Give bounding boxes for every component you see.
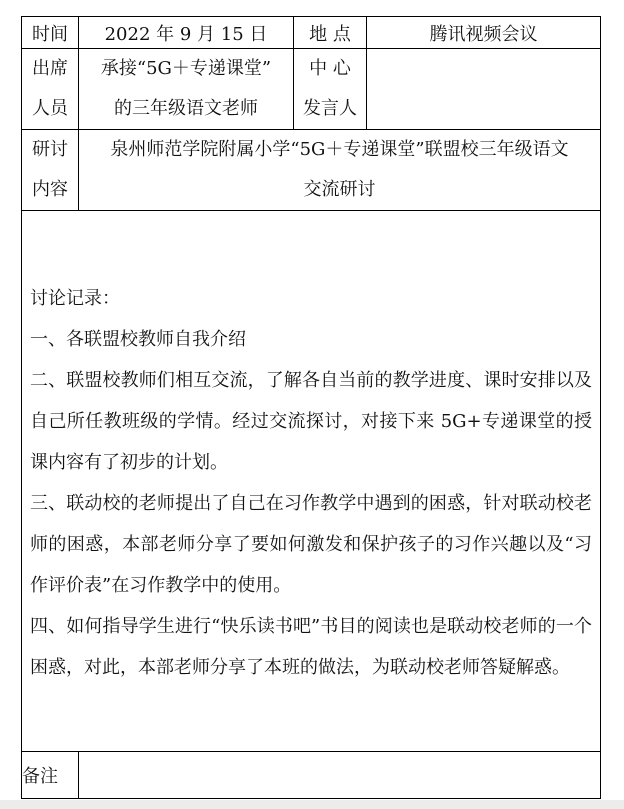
time-label: 时间 [22,17,79,49]
table-row-attendees [22,49,601,130]
attendees-label-line-2: 人员 [32,98,68,119]
discussion-record [22,274,600,688]
attendees-label [22,49,79,130]
attendees-label-line-1: 出席 [32,58,68,79]
speaker-label-line-1: 中 心 [309,58,351,79]
table-row-remarks [22,752,601,799]
meeting-record-table [21,16,601,799]
table-row-topic [22,130,601,211]
attendees-line-2: 的三年级语文老师 [114,98,258,119]
discussion-item-4: 四、如何指导学生进行“快乐读书吧”书目的阅读也是联动校老师的一个困惑，对此，本部老师分享了本班的做法，为联动校老师答疑解惑。 [30,616,592,678]
content-label-line-2: 内容 [32,179,68,200]
meeting-date: 2022 年 9 月 15 日 [79,17,294,49]
attendees-line-1: 承接“5G＋专递课堂” [100,58,272,79]
remark-value [79,752,601,799]
content-label [22,130,79,211]
discussion-cell [22,211,601,752]
speaker-label-line-2: 发言人 [303,98,357,119]
discussion-item-2: 二、联盟校教师们相互交流，了解各自当前的教学进度、课时安排以及自己所任教班级的学情。经过交流探讨，对接下来 5G+专递课堂的授课内容有了初步的计划。 [30,370,592,473]
discussion-item-1: 一、各联盟校教师自我介绍 [30,329,246,350]
table-row-time-location [22,17,601,49]
remark-label: 备注 [22,752,79,799]
discussion-heading: 讨论记录： [30,288,120,309]
topic-line-1: 泉州师范学院附属小学“5G＋专递课堂”联盟校三年级语文 [110,139,569,160]
page-bottom-gap [0,800,624,809]
topic-line-2: 交流研讨 [303,179,376,200]
meeting-location: 腾讯视频会议 [367,17,601,49]
location-label: 地 点 [294,17,367,49]
content-label-line-1: 研讨 [32,139,68,160]
table-row-discussion [22,211,601,752]
speaker-value [367,49,601,130]
topic-value [79,130,601,211]
discussion-item-3: 三、联动校的老师提出了自己在习作教学中遇到的困惑，针对联动校老师的困惑，本部老师分享了要如何激发和保护孩子的习作兴趣以及“习作评价表”在习作教学中的使用。 [30,493,592,596]
speaker-label [294,49,367,130]
attendees-value [79,49,294,130]
